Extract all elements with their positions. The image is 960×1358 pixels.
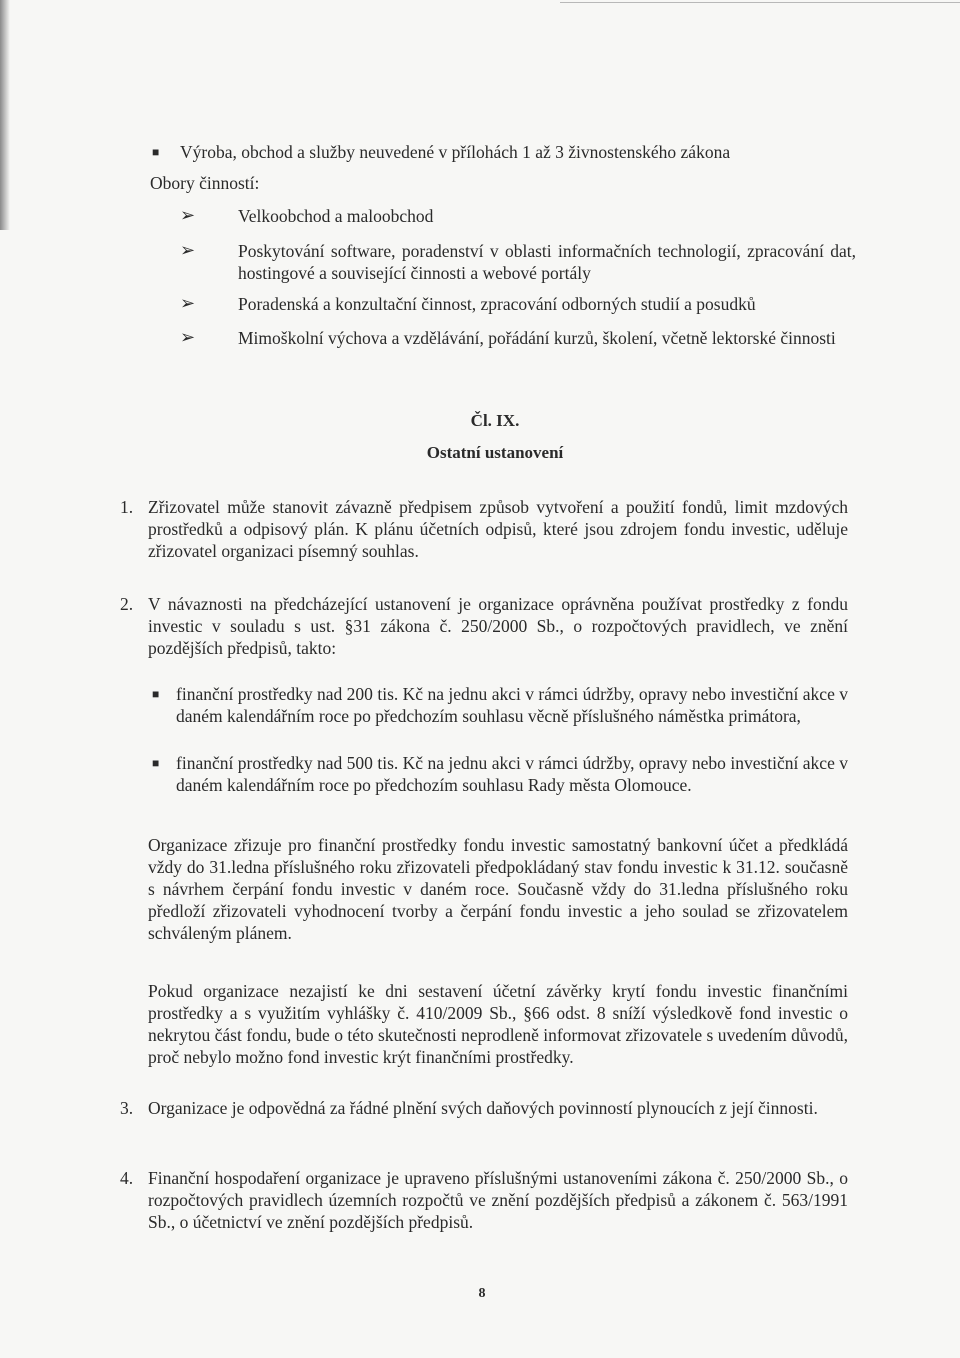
intro-bullet-text: Výroba, obchod a služby neuvedené v přílohách 1 až 3 živnostenského zákona bbox=[180, 142, 731, 162]
section-4-text: Finanční hospodaření organizace je upraveno příslušnými ustanoveními zákona č. 250/2000 Sb., o rozpočtových pravidlech územních rozpočtů ve znění pozdějších předpisů a zákonem č. 563/1991 Sb., o účetnictví ve znění pozdějších předpisů. bbox=[148, 1168, 848, 1232]
obor-item: Poradenská a konzultační činnost, zpracování odborných studií a posudků bbox=[238, 294, 756, 314]
arrow-bullet-icon: ➢ bbox=[180, 327, 196, 347]
arrow-bullet-icon: ➢ bbox=[180, 293, 196, 313]
bullet-icon: ■ bbox=[152, 687, 160, 701]
section-2-bullet: finanční prostředky nad 200 tis. Kč na jednu akci v rámci údržby, opravy nebo investiční akce v daném kalendářním roce po předchozím souhlasu věcně příslušného náměstka primátora, bbox=[176, 684, 848, 726]
section-2-bullet: finanční prostředky nad 500 tis. Kč na jednu akci v rámci údržby, opravy nebo investiční akce v daném kalendářním roce po předchozím souhlasu Rady města Olomouce. bbox=[176, 753, 848, 795]
section-3-text: Organizace je odpovědná za řádné plnění svých daňových povinností plynoucích z její činnosti. bbox=[148, 1098, 818, 1118]
section-1-text: Zřizovatel může stanovit závazně předpisem způsob vytvoření a použití fondů, limit mzdových prostředků a odpisový plán. K plánu účetních odpisů, které jsou zdrojem fondu investic, uděluje zřizovatel organizaci písemný souhlas. bbox=[148, 497, 848, 561]
obory-label: Obory činností: bbox=[150, 173, 260, 193]
section-2-text: V návaznosti na předcházející ustanovení je organizace oprávněna používat prostředky z fondu investic v souladu s ust. §31 zákona č. 250/2000 Sb., o rozpočtových pravidlech, ve znění pozdějších předpisů, takto: bbox=[148, 594, 848, 658]
obor-item: Velkoobchod a maloobchod bbox=[238, 206, 434, 226]
section-number: 3. bbox=[120, 1098, 134, 1118]
page-number: 8 bbox=[478, 1286, 486, 1301]
section-2-paragraph-1: Organizace zřizuje pro finanční prostředky fondu investic samostatný bankovní účet a předkládá vždy do 31.ledna příslušného roku zřizovateli předpokládaný stav fondu investic k 31.12. současně s návrhem čerpání fondu investic v daném roce. Současně vždy do 31.ledna příslušného roku předloží zřizovateli vyhodnocení tvorby a čerpání fondu investic a jeho soulad se zřizovatelem schváleným plánem. bbox=[148, 835, 848, 943]
bullet-icon: ■ bbox=[152, 145, 160, 159]
article-number: Čl. IX. bbox=[470, 411, 520, 430]
arrow-bullet-icon: ➢ bbox=[180, 240, 196, 260]
arrow-bullet-icon: ➢ bbox=[180, 205, 196, 225]
section-number: 2. bbox=[120, 594, 134, 614]
article-title: Ostatní ustanovení bbox=[426, 443, 564, 462]
obor-item: Mimoškolní výchova a vzdělávání, pořádání kurzů, školení, včetně lektorské činnosti bbox=[238, 328, 836, 348]
bullet-icon: ■ bbox=[152, 756, 160, 770]
scan-top-line bbox=[560, 2, 960, 3]
obor-item: Poskytování software, poradenství v oblasti informačních technologií, zpracování dat, hostingové a související činnosti a webové portály bbox=[238, 241, 856, 283]
section-2-paragraph-2: Pokud organizace nezajistí ke dni sestavení účetní závěrky krytí fondu investic finančními prostředky a s využitím vyhlášky č. 410/2009 Sb., §66 odst. 8 sníží výsledkově fond investic o nekrytou část fondu, bude o této skutečnosti neprodleně informovat zřizovatele s uvedením důvodů, proč nebylo možno fond investic krýt finančními prostředky. bbox=[148, 981, 848, 1067]
scan-edge-shadow bbox=[0, 0, 10, 230]
section-number: 4. bbox=[120, 1168, 134, 1188]
section-number: 1. bbox=[120, 497, 134, 517]
